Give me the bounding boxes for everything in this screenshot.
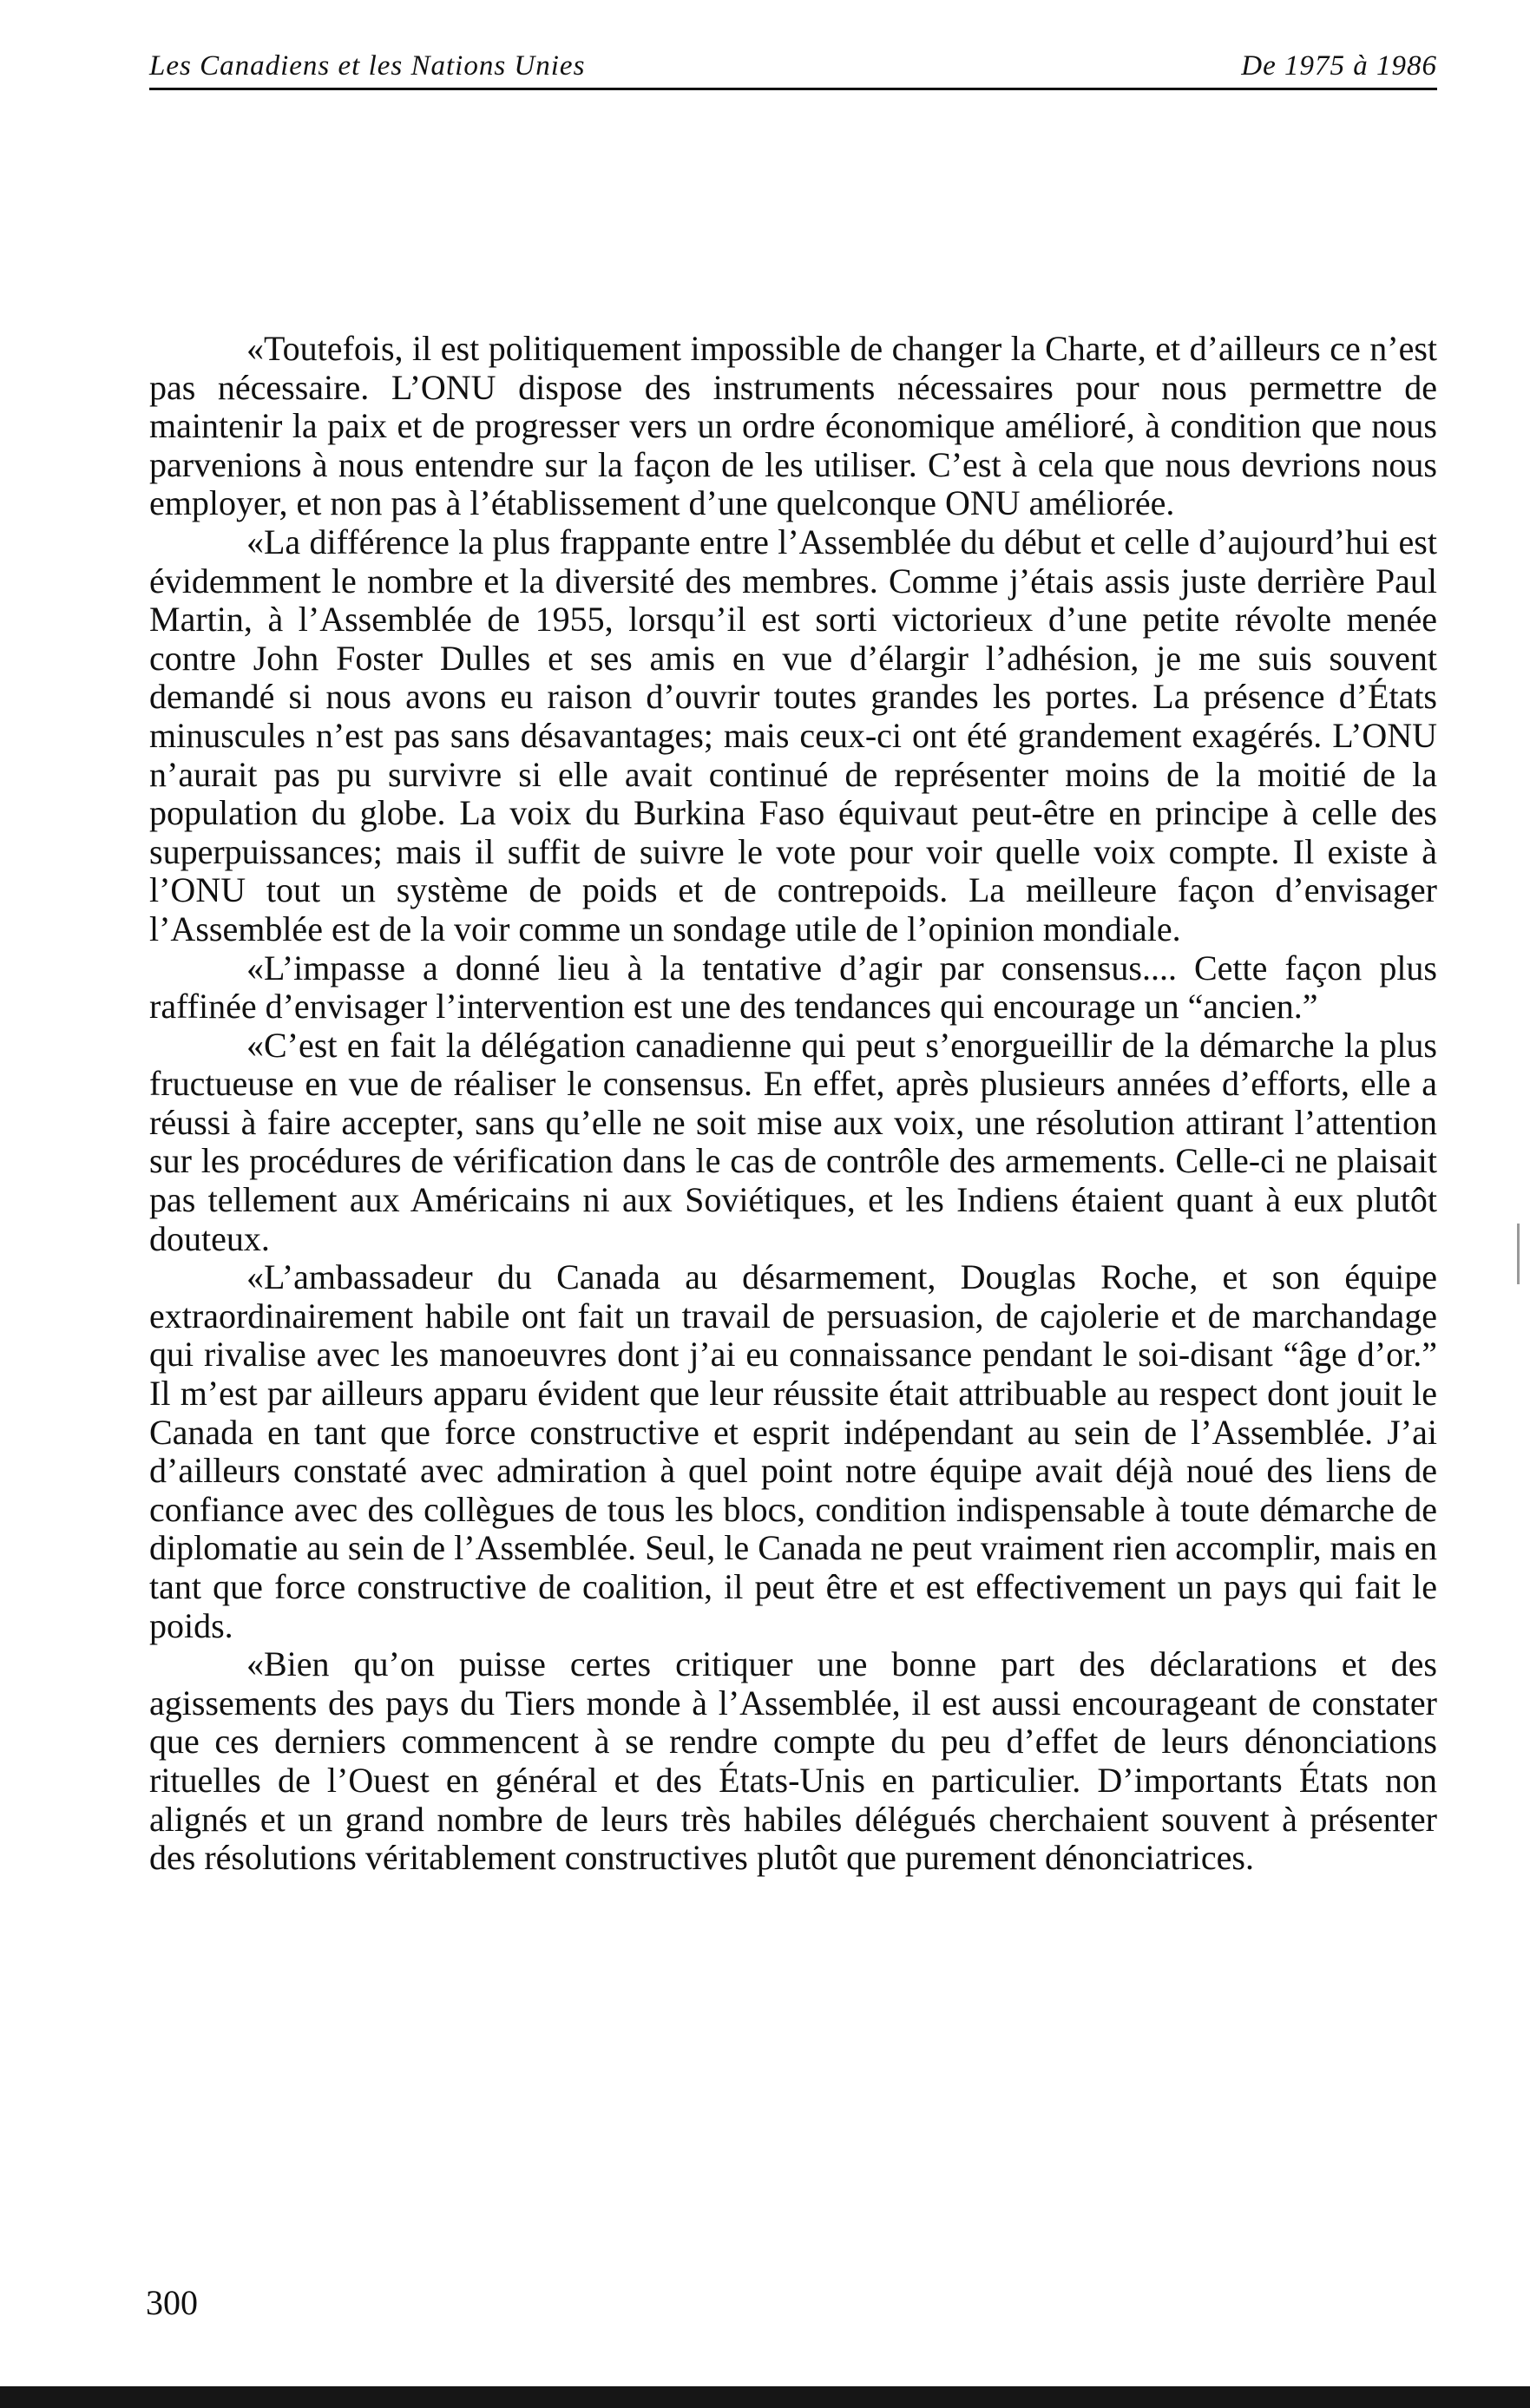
paragraph: «L’ambassadeur du Canada au désarmement, Douglas Roche, et son équipe extraordinairement habile ont fait un travail de persuasion, de cajolerie et de marchandage qui rivalise avec les manoeuvres dont j’ai eu connaissance pendant le soi-disant “âge d’or.” Il m’est par ailleurs apparu évident que leur réussite était attribuable au respect dont jouit le Canada en tant que force constructive et esprit indépendant au sein de l’Assemblée. J’ai d’ailleurs constaté avec admiration à quel point notre équipe avait déjà noué des liens de confiance avec des collègues de tous les blocs, condition indispensable à toute démarche de diplomatie au sein de l’Assemblée. Seul, le Canada ne peut vraiment rien accomplir, mais en tant que force constructive de coalition, il peut être et est effectivement un pays qui fait le poids. xyxy=(149,1257,1437,1645)
scan-bottom-edge xyxy=(0,2386,1530,2408)
body-text xyxy=(149,330,1437,1878)
running-header xyxy=(149,50,1437,90)
paragraph: «Toutefois, il est politiquement impossible de changer la Charte, et d’ailleurs ce n’est pas nécessaire. L’ONU dispose des instruments nécessaires pour nous permettre de maintenir la paix et de progresser vers un ordre économique amélioré, à condition que nous parvenions à nous entendre sur la façon de les utiliser. C’est à cela que nous devrions nous employer, et non pas à l’établissement d’une quelconque ONU améliorée. xyxy=(149,329,1437,523)
header-period: De 1975 à 1986 xyxy=(1241,50,1437,82)
paragraph: «La différence la plus frappante entre l’Assemblée du début et celle d’aujourd’hui est évidemment le nombre et la diversité des membres. Comme j’étais assis juste derrière Paul Martin, à l’Assemblée de 1955, lorsqu’il est sorti victorieux d’une petite révolte menée contre John Foster Dulles et ses amis en vue d’élargir l’adhésion, je me suis souvent demandé si nous avons eu raison d’ouvrir toutes grandes les portes. La présence d’États minuscules n’est pas sans désavantages; mais ceux-ci ont été grandement exagérés. L’ONU n’aurait pas pu survivre si elle avait continué de représenter moins de la moitié de la population du globe. La voix du Burkina Faso équivaut peut-être en principe à celle des superpuissances; mais il suffit de suivre le vote pour voir quelle voix compte. Il existe à l’ONU tout un système de poids et de contrepoids. La meilleure façon d’envisager l’Assemblée est de la voir comme un sondage utile de l’opinion mondiale. xyxy=(149,522,1437,948)
page-number: 300 xyxy=(146,2283,198,2322)
header-book-title: Les Canadiens et les Nations Unies xyxy=(149,50,586,82)
paragraph: «C’est en fait la délégation canadienne qui peut s’enorgueillir de la démarche la plus fructueuse en vue de réaliser le consensus. En effet, après plusieurs années d’efforts, elle a réussi à faire accepter, sans qu’elle ne soit mise aux voix, une résolution attirant l’attention sur les procédures de vérification dans le cas de contrôle des armements. Celle-ci ne plaisait pas tellement aux Américains ni aux Soviétiques, et les Indiens étaient quant à eux plutôt douteux. xyxy=(149,1025,1437,1258)
paragraph: «L’impasse a donné lieu à la tentative d’agir par consensus.... Cette façon plus raffinée d’envisager l’intervention est une des tendances qui encourage un “ancien.” xyxy=(149,948,1437,1027)
paragraph: «Bien qu’on puisse certes critiquer une bonne part des déclarations et des agissements des pays du Tiers monde à l’Assemblée, il est aussi encourageant de constater que ces derniers commencent à se rendre compte du peu d’effet de leurs dénonciations rituelles de l’Ouest en général et des États-Unis en particulier. D’importants États non alignés et un grand nombre de leurs très habiles délégués cherchaient souvent à présenter des résolutions véritablement constructives plutôt que purement dénonciatrices. xyxy=(149,1644,1437,1878)
scan-margin-mark xyxy=(1517,1224,1520,1284)
